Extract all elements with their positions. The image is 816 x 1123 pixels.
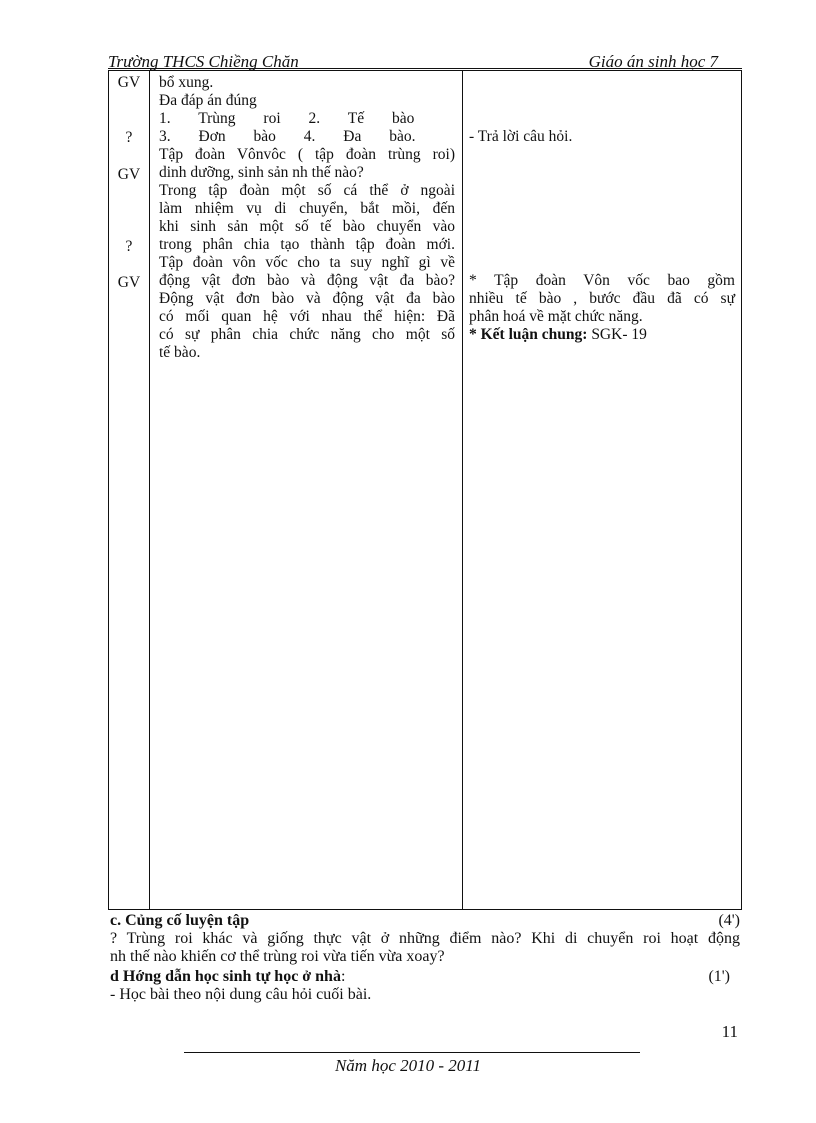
conclusion-label: * Kết luận chung: xyxy=(469,326,588,343)
teacher-activity-column xyxy=(159,74,455,362)
student-answer: - Trả lời câu hỏi. xyxy=(469,128,573,145)
school-name: Trường THCS Chiềng Chăn xyxy=(108,52,299,71)
student-line: phân hoá về mặt chức năng. xyxy=(469,308,643,325)
school-year-footer: Năm học 2010 - 2011 xyxy=(334,1056,482,1075)
student-line: nhiều tế bào , bước đầu đã có sự xyxy=(469,290,735,307)
teacher-line: có sự phân chia chức năng cho một số xyxy=(159,326,455,343)
teacher-line: Đa đáp án đúng xyxy=(159,92,257,109)
lesson-table xyxy=(108,70,742,910)
marker-gv: GV xyxy=(117,74,141,91)
teacher-line: làm nhiệm vụ di chuyển, bắt mồi, đến xyxy=(159,200,455,217)
teacher-line: tế bào. xyxy=(159,344,201,361)
student-activity-column xyxy=(469,272,735,344)
lesson-plan-title: Giáo án sinh học 7 xyxy=(588,52,718,71)
marker-gv: GV xyxy=(117,274,141,291)
consolidation-section xyxy=(110,912,740,966)
question-line: ? Trùng roi khác và giống thực vật ở những điểm nào? Khi di chuyển roi hoạt động xyxy=(110,930,740,947)
section-title: c. Củng cố luyện tập xyxy=(110,912,250,929)
teacher-line: dinh dưỡng, sinh sản nh thế nào? xyxy=(159,164,364,181)
teacher-line: Tập đoàn Vônvôc ( tập đoàn trùng roi) xyxy=(159,146,455,163)
header-rule xyxy=(108,68,742,69)
homework-section xyxy=(110,968,740,1004)
page-number: 11 xyxy=(721,1022,738,1041)
footer-rule xyxy=(184,1052,640,1053)
column-divider xyxy=(462,71,463,909)
teacher-line: khi sinh sản một số tế bào chuyển vào xyxy=(159,218,455,235)
teacher-line: Tập đoàn vôn vốc cho ta suy nghĩ gì về xyxy=(159,254,455,271)
column-divider xyxy=(149,71,150,909)
conclusion-text: SGK- 19 xyxy=(587,326,647,343)
marker-gv: GV xyxy=(117,166,141,183)
teacher-line: có mối quan hệ với nhau thể hiện: Đã xyxy=(159,308,455,325)
homework-line: - Học bài theo nội dung câu hỏi cuối bài. xyxy=(110,986,372,1003)
marker-question: ? xyxy=(125,129,133,146)
teacher-line: Động vật đơn bào và động vật đa bào xyxy=(159,290,455,307)
answer-option-line: 1. Trùng roi 2. Tế bào xyxy=(159,110,415,127)
time-mark: (4') xyxy=(718,912,740,929)
conclusion-line xyxy=(469,326,735,344)
teacher-line: trong phân chia tạo thành tập đoàn mới. xyxy=(159,236,455,253)
teacher-line: bổ xung. xyxy=(159,74,214,91)
teacher-line: Trong tập đoàn một số cá thể ở ngoài xyxy=(159,182,455,199)
answer-option-line: 3. Đơn bào 4. Đa bào. xyxy=(159,128,416,145)
student-line: * Tập đoàn Vôn vốc bao gồm xyxy=(469,272,735,289)
question-line: nh thế nào khiến cơ thể trùng roi vừa tiến vừa xoay? xyxy=(110,948,445,965)
teacher-line: động vật đơn bào và động vật đa bào? xyxy=(159,272,455,289)
title-colon: : xyxy=(340,968,346,985)
marker-question: ? xyxy=(125,238,133,255)
time-mark: (1') xyxy=(708,968,730,985)
section-title: d Hớng dẫn học sinh tự học ở nhà xyxy=(110,968,341,985)
